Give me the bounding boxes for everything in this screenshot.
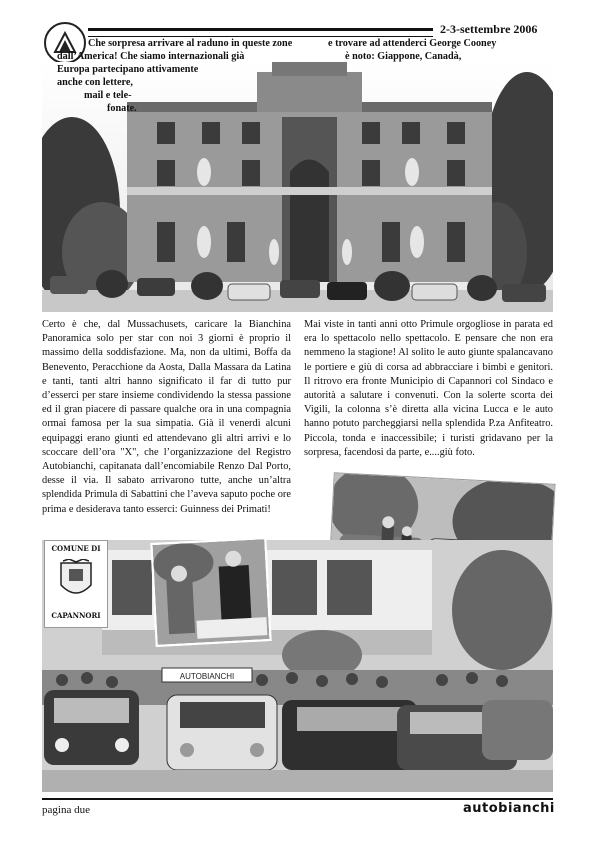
intro-line-2-right: è noto: Giappone, Canadà, [345,51,462,62]
page-label: pagina due [42,804,90,816]
intro-line-1-right: e trovare ad attenderci George Cooney [328,38,497,49]
footer-rule [42,798,553,800]
coat-of-arms-icon [59,559,93,603]
intro-line-3: Europa partecipano attivamente [57,64,199,75]
intro-line-2-left: dall’America! Che siamo internazionali già [57,51,245,62]
intro-line-4: anche con lettere, [57,77,133,88]
intro-line-1-left: Che sorpresa arrivare al raduno in queste zone [88,38,293,49]
comune-crest [44,540,108,628]
header-rule [88,28,433,37]
article-left-column: Certo è che, dal Mussachusets, caricare la Bianchina Panoramica solo per star con noi 3 giorni è proprio il massimo della soddisfazione. Ma, non da ultimi, Boffa da Benevento, Peracchione da Aosta, Dalla Massara da Latina e tanti, tanti altri hanno significato il far di tutto pur d’esserci per stare insieme condividendo la stessa passione ed il gran piacere di passare qualche ora in una compagnia ormai famosa per la sua simpatia. Già il venerdì alcuni equipaggi erano giunti ed attendevano gli altri arrivi e lo scoccare dell’ora "X", che l’organizzazione del Registro Autobianchi, capitanata dall’encomiabile Renzo Dal Porto, desse il via. Il sabato arrivarono tutte, anche un’altra splendida Primula di Sabattini che l’aveva saputo poche ore prima e desiderava tanto esserci: Guinness dei Primati! [42,319,291,515]
issue-date: 2-3-settembre 2006 [440,22,538,36]
brand-logo: autobianchi [463,801,555,816]
crest-top-text: COMUNE DI [51,544,101,553]
people-inset-photo [150,537,271,647]
article-right-column: Mai viste in tanti anni otto Primule orgogliose in parata ed era lo spettacolo nello spettacolo. E pensare che non era nemmeno la stagione! Al solito le auto giunte spalancavano le portiere e giù di corsa ad abbracciare i bimbi e genitori. Il ritrovo era fronte Municipio di Capannori col Sindaco e autorità a salutare i convenuti. Con la solerte scorta dei Vigili, la colonna s’è diretta alla vicina Lucca e le auto hanno potuto parcheggiarsi nella splendida P.za Anfiteatro. Piccola, tonda e inaccessibile; i turisti gridavano per la sorpresa, facendosi da parte, e....giù foto. [304,319,553,458]
banner-sign: AUTOBIANCHI [179,672,235,681]
crest-bottom-text: CAPANNORI [51,611,101,620]
intro-line-5: mail e tele- [84,90,132,101]
intro-line-6: fonate. [107,103,137,114]
rally-collage-photo [42,540,553,792]
